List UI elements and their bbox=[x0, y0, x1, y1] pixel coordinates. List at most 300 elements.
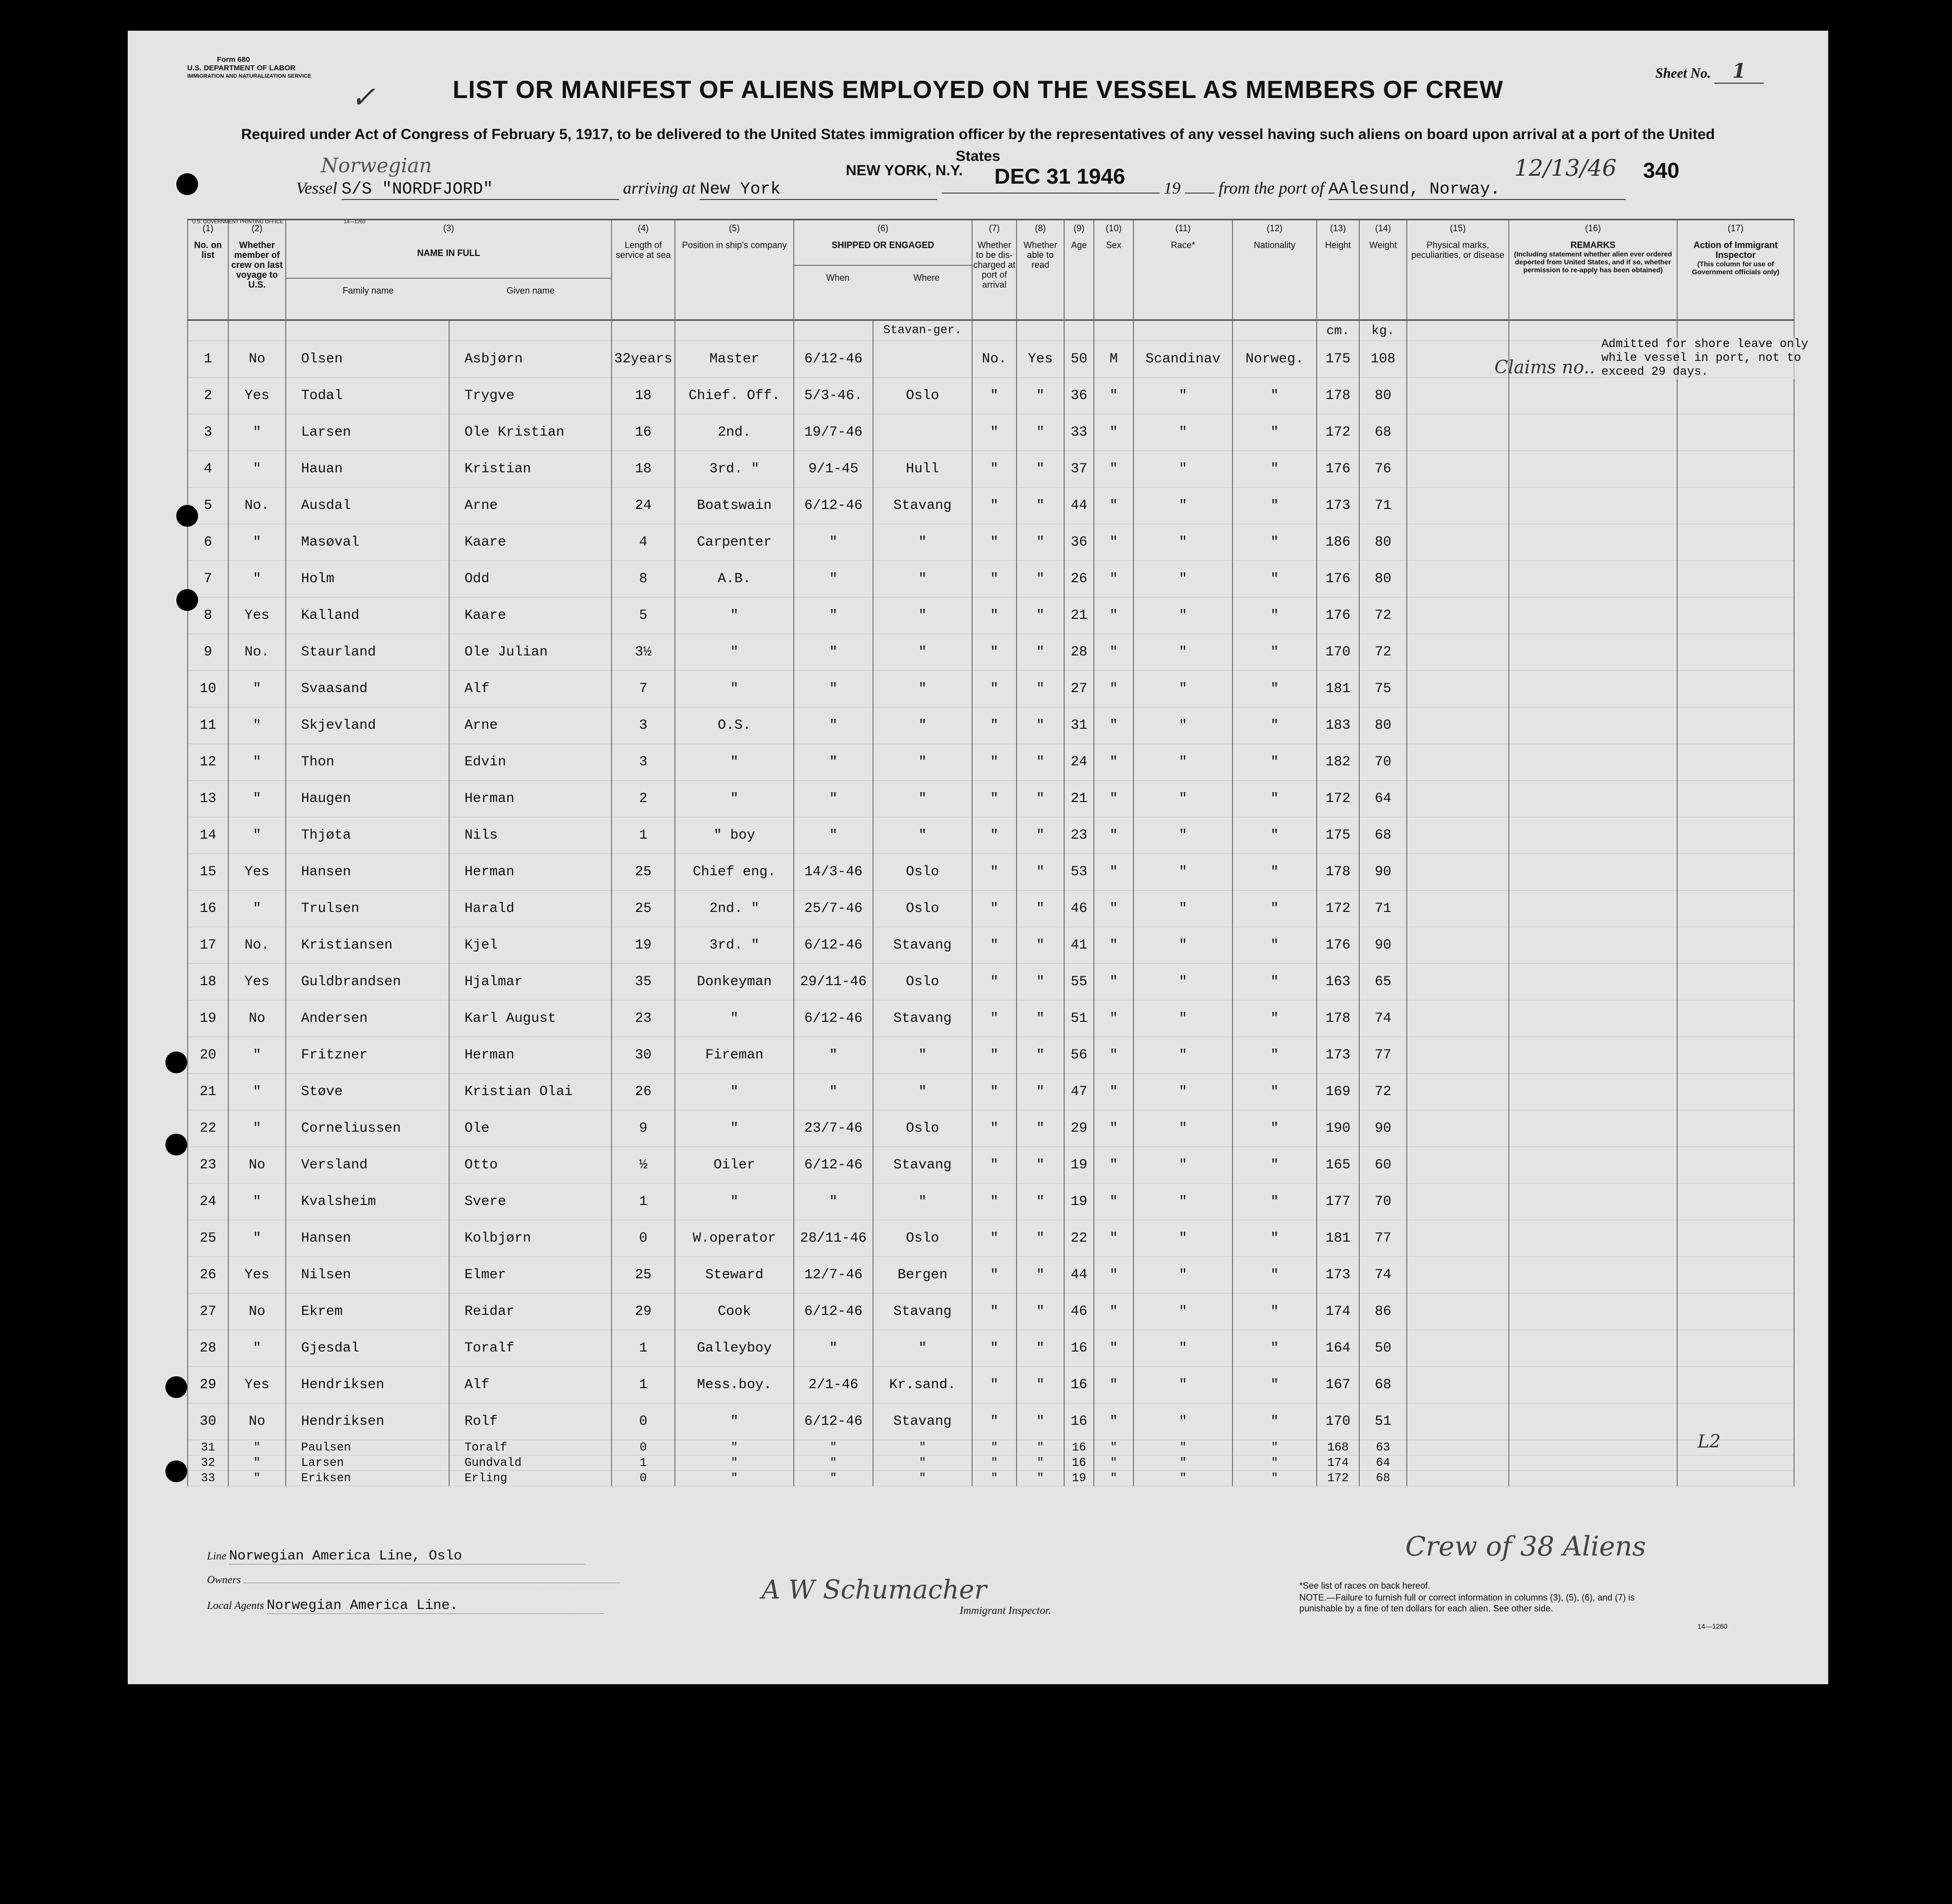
shipped-when-cell: " bbox=[794, 1455, 873, 1471]
service-length-cell: 9 bbox=[612, 1110, 675, 1147]
inspector-action-cell bbox=[1677, 1330, 1794, 1367]
age-cell: 46 bbox=[1064, 1294, 1094, 1330]
weight-cell: 71 bbox=[1359, 488, 1407, 524]
family-name-cell: Hansen bbox=[286, 854, 449, 891]
physical-marks-cell bbox=[1407, 1455, 1509, 1471]
nationality-cell: " bbox=[1233, 561, 1317, 598]
discharged-cell: " bbox=[972, 1403, 1017, 1440]
physical-marks-cell bbox=[1407, 488, 1509, 524]
age-cell: 36 bbox=[1064, 378, 1094, 414]
row-number-cell: 16 bbox=[188, 891, 228, 927]
last-voyage-cell: " bbox=[228, 1440, 286, 1455]
crew-table-body bbox=[188, 320, 1794, 1486]
col-header-service: (4) Length of service at sea bbox=[612, 220, 675, 320]
nationality-cell: " bbox=[1233, 707, 1317, 744]
row-number-cell: 32 bbox=[188, 1455, 228, 1471]
shipped-where-cell: " bbox=[873, 1330, 972, 1367]
family-name-cell: Larsen bbox=[286, 1455, 449, 1471]
weight-cell: 60 bbox=[1359, 1147, 1407, 1184]
physical-marks-cell bbox=[1407, 817, 1509, 854]
nationality-cell: " bbox=[1233, 1471, 1317, 1486]
row-number-cell: 17 bbox=[188, 927, 228, 964]
shipped-when-cell: 19/7-46 bbox=[794, 414, 873, 451]
able-to-read-cell: " bbox=[1017, 1440, 1064, 1455]
inspector-action-cell bbox=[1677, 488, 1794, 524]
family-name-cell: Andersen bbox=[286, 1001, 449, 1037]
table-row bbox=[188, 1367, 1794, 1403]
given-name-cell: Alf bbox=[449, 1367, 612, 1403]
shipped-when-cell: 6/12-46 bbox=[794, 1147, 873, 1184]
remarks-cell bbox=[1509, 891, 1677, 927]
remarks-cell bbox=[1509, 854, 1677, 891]
height-cell: 170 bbox=[1317, 1403, 1359, 1440]
weight-cell: 70 bbox=[1359, 1184, 1407, 1220]
table-header-row bbox=[188, 220, 1794, 320]
nationality-cell: " bbox=[1233, 1367, 1317, 1403]
year-label: 19 bbox=[1164, 179, 1181, 198]
discharged-cell: " bbox=[972, 561, 1017, 598]
race-cell: " bbox=[1133, 1330, 1233, 1367]
sex-cell: " bbox=[1094, 671, 1133, 707]
weight-cell: 72 bbox=[1359, 598, 1407, 634]
inspector-action-cell bbox=[1677, 1220, 1794, 1257]
shipped-when-cell: 9/1-45 bbox=[794, 451, 873, 488]
shipped-when-cell: 6/12-46 bbox=[794, 927, 873, 964]
position-cell: 3rd. " bbox=[675, 927, 794, 964]
nationality-cell: " bbox=[1233, 927, 1317, 964]
race-cell: " bbox=[1133, 1037, 1233, 1074]
physical-marks-cell bbox=[1407, 341, 1509, 378]
shipped-where-cell: Kr.sand. bbox=[873, 1367, 972, 1403]
row-number-cell: 18 bbox=[188, 964, 228, 1001]
remarks-cell bbox=[1509, 1257, 1677, 1294]
race-cell: " bbox=[1133, 634, 1233, 671]
race-cell: " bbox=[1133, 378, 1233, 414]
shipped-when-cell: " bbox=[794, 744, 873, 781]
physical-marks-cell bbox=[1407, 1471, 1509, 1486]
shipped-when-cell: " bbox=[794, 634, 873, 671]
able-to-read-cell: " bbox=[1017, 378, 1064, 414]
remarks-cell bbox=[1509, 964, 1677, 1001]
inspector-action-cell bbox=[1677, 1074, 1794, 1110]
remarks-cell bbox=[1509, 451, 1677, 488]
nationality-cell: " bbox=[1233, 1294, 1317, 1330]
row-number-cell: 27 bbox=[188, 1294, 228, 1330]
physical-marks-cell bbox=[1407, 1440, 1509, 1455]
family-name-cell: Fritzner bbox=[286, 1037, 449, 1074]
col-header-nationality: (12) Nationality bbox=[1233, 220, 1317, 320]
remarks-cell bbox=[1509, 1367, 1677, 1403]
shipped-where-cell: Stavang bbox=[873, 927, 972, 964]
remarks-cell bbox=[1509, 1330, 1677, 1367]
nationality-cell: " bbox=[1233, 524, 1317, 561]
crew-table bbox=[187, 219, 1795, 1486]
inspector-action-cell bbox=[1677, 927, 1794, 964]
given-name-cell: Odd bbox=[449, 561, 612, 598]
age-cell: 21 bbox=[1064, 781, 1094, 817]
weight-cell: 86 bbox=[1359, 1294, 1407, 1330]
discharged-cell: " bbox=[972, 1220, 1017, 1257]
given-name-cell: Kjel bbox=[449, 927, 612, 964]
able-to-read-cell: " bbox=[1017, 1330, 1064, 1367]
age-cell: 24 bbox=[1064, 744, 1094, 781]
row-number-cell: 11 bbox=[188, 707, 228, 744]
able-to-read-cell: " bbox=[1017, 854, 1064, 891]
able-to-read-cell: " bbox=[1017, 598, 1064, 634]
age-cell: 19 bbox=[1064, 1471, 1094, 1486]
inspector-signature: A W Schumacher bbox=[762, 1575, 987, 1605]
service-length-cell: 29 bbox=[612, 1294, 675, 1330]
race-cell: " bbox=[1133, 561, 1233, 598]
shipped-where-cell: Stavang bbox=[873, 1001, 972, 1037]
able-to-read-cell: " bbox=[1017, 817, 1064, 854]
nationality-cell: " bbox=[1233, 1074, 1317, 1110]
remarks-cell bbox=[1509, 634, 1677, 671]
table-row bbox=[188, 1037, 1794, 1074]
able-to-read-cell: " bbox=[1017, 1110, 1064, 1147]
position-cell: Fireman bbox=[675, 1037, 794, 1074]
service-length-cell: 18 bbox=[612, 378, 675, 414]
sex-cell: " bbox=[1094, 1367, 1133, 1403]
shipped-where-cell: " bbox=[873, 1455, 972, 1471]
able-to-read-cell: " bbox=[1017, 1001, 1064, 1037]
able-to-read-cell: " bbox=[1017, 927, 1064, 964]
able-to-read-cell: " bbox=[1017, 891, 1064, 927]
nationality-cell: " bbox=[1233, 744, 1317, 781]
date-stamp bbox=[767, 162, 963, 179]
last-voyage-cell: " bbox=[228, 1471, 286, 1486]
last-voyage-cell: No. bbox=[228, 488, 286, 524]
table-row bbox=[188, 744, 1794, 781]
last-voyage-cell: " bbox=[228, 817, 286, 854]
given-name-cell: Ole bbox=[449, 1110, 612, 1147]
height-cell: 175 bbox=[1317, 341, 1359, 378]
shipped-when-cell: " bbox=[794, 1330, 873, 1367]
row-number-cell: 29 bbox=[188, 1367, 228, 1403]
shipped-where-cell: " bbox=[873, 1074, 972, 1110]
arriving-label: arriving at bbox=[623, 179, 696, 198]
able-to-read-cell: " bbox=[1017, 634, 1064, 671]
sex-cell: " bbox=[1094, 817, 1133, 854]
shipped-where-cell bbox=[873, 341, 972, 378]
position-cell: W.operator bbox=[675, 1220, 794, 1257]
physical-marks-cell bbox=[1407, 378, 1509, 414]
weight-cell: 68 bbox=[1359, 414, 1407, 451]
footer-line bbox=[207, 1549, 586, 1564]
age-cell: 21 bbox=[1064, 598, 1094, 634]
races-note: *See list of races on back hereof. bbox=[1299, 1581, 1431, 1591]
family-name-cell: Hendriksen bbox=[286, 1367, 449, 1403]
race-cell: " bbox=[1133, 1471, 1233, 1486]
family-name-cell: Gjesdal bbox=[286, 1330, 449, 1367]
weight-cell: 77 bbox=[1359, 1037, 1407, 1074]
sheet-number-value: 1 bbox=[1714, 59, 1764, 84]
given-name-cell: Herman bbox=[449, 1037, 612, 1074]
service-length-cell: 0 bbox=[612, 1440, 675, 1455]
nationality-cell: " bbox=[1233, 451, 1317, 488]
able-to-read-cell: " bbox=[1017, 1220, 1064, 1257]
age-cell: 37 bbox=[1064, 451, 1094, 488]
shipped-when-cell: " bbox=[794, 1037, 873, 1074]
table-row bbox=[188, 1147, 1794, 1184]
last-voyage-cell: " bbox=[228, 891, 286, 927]
position-cell: 3rd. " bbox=[675, 451, 794, 488]
discharged-cell: " bbox=[972, 1147, 1017, 1184]
gpo-line bbox=[192, 217, 365, 228]
agents-label: Local Agents bbox=[207, 1599, 264, 1611]
position-cell: Chief. Off. bbox=[675, 378, 794, 414]
race-cell: " bbox=[1133, 1367, 1233, 1403]
race-cell: " bbox=[1133, 524, 1233, 561]
row-number-cell: 8 bbox=[188, 598, 228, 634]
last-voyage-cell: " bbox=[228, 414, 286, 451]
row-number-cell: 9 bbox=[188, 634, 228, 671]
able-to-read-cell: Yes bbox=[1017, 341, 1064, 378]
able-to-read-cell: " bbox=[1017, 1455, 1064, 1471]
physical-marks-cell bbox=[1407, 1294, 1509, 1330]
shipped-where-cell bbox=[873, 414, 972, 451]
shipped-when-cell: " bbox=[794, 1440, 873, 1455]
family-name-cell: Versland bbox=[286, 1147, 449, 1184]
document-title: LIST OR MANIFEST OF ALIENS EMPLOYED ON THE VESSEL AS MEMBERS OF CREW bbox=[453, 76, 1503, 103]
last-voyage-cell: Yes bbox=[228, 378, 286, 414]
line-value: Norwegian America Line, Oslo bbox=[229, 1549, 586, 1564]
last-voyage-cell: No bbox=[228, 1403, 286, 1440]
physical-marks-cell bbox=[1407, 1074, 1509, 1110]
able-to-read-cell: " bbox=[1017, 451, 1064, 488]
inspector-action-cell bbox=[1677, 1455, 1794, 1471]
table-row bbox=[188, 524, 1794, 561]
remarks-cell bbox=[1509, 1110, 1677, 1147]
row-number-cell: 31 bbox=[188, 1440, 228, 1455]
shipped-when-cell: " bbox=[794, 671, 873, 707]
race-cell: " bbox=[1133, 744, 1233, 781]
height-cell: 169 bbox=[1317, 1074, 1359, 1110]
position-cell: " bbox=[675, 1001, 794, 1037]
service-name: IMMIGRATION AND NATURALIZATION SERVICE bbox=[187, 73, 311, 79]
service-length-cell: 3½ bbox=[612, 634, 675, 671]
position-cell: " bbox=[675, 744, 794, 781]
footer-agents bbox=[207, 1598, 604, 1614]
height-cell: 173 bbox=[1317, 1257, 1359, 1294]
given-name-cell: Kaare bbox=[449, 524, 612, 561]
last-voyage-cell: " bbox=[228, 561, 286, 598]
remarks-cell bbox=[1509, 524, 1677, 561]
family-name-cell: Hendriksen bbox=[286, 1403, 449, 1440]
inspector-action-cell bbox=[1677, 451, 1794, 488]
family-name-cell: Larsen bbox=[286, 414, 449, 451]
nationality-cell: " bbox=[1233, 671, 1317, 707]
shipped-where-cell: Oslo bbox=[873, 378, 972, 414]
inspector-action-cell bbox=[1677, 634, 1794, 671]
shipped-when-cell: " bbox=[794, 598, 873, 634]
physical-marks-cell bbox=[1407, 561, 1509, 598]
weight-cell: 50 bbox=[1359, 1330, 1407, 1367]
race-cell: " bbox=[1133, 1403, 1233, 1440]
family-name-cell: Hauan bbox=[286, 451, 449, 488]
weight-cell: 68 bbox=[1359, 817, 1407, 854]
race-cell: " bbox=[1133, 1294, 1233, 1330]
from-port: AAlesund, Norway. bbox=[1329, 180, 1626, 200]
shipped-where-cell: " bbox=[873, 707, 972, 744]
family-name-cell: Trulsen bbox=[286, 891, 449, 927]
height-cell: 176 bbox=[1317, 451, 1359, 488]
height-cell: 181 bbox=[1317, 1220, 1359, 1257]
inspector-action-cell bbox=[1677, 781, 1794, 817]
position-cell: Master bbox=[675, 341, 794, 378]
given-name-cell: Toralf bbox=[449, 1330, 612, 1367]
check-mark: ✓ bbox=[351, 80, 376, 115]
height-cell: 178 bbox=[1317, 854, 1359, 891]
last-voyage-cell: No bbox=[228, 1147, 286, 1184]
family-name-cell: Kristiansen bbox=[286, 927, 449, 964]
from-port-label: from the port of bbox=[1219, 179, 1325, 198]
family-name-cell: Ausdal bbox=[286, 488, 449, 524]
nationality-cell: " bbox=[1233, 1184, 1317, 1220]
remarks-cell bbox=[1509, 561, 1677, 598]
table-row bbox=[188, 854, 1794, 891]
remarks-cell bbox=[1509, 1001, 1677, 1037]
height-cell: 183 bbox=[1317, 707, 1359, 744]
given-name-cell: Erling bbox=[449, 1471, 612, 1486]
shipped-when-cell: 6/12-46 bbox=[794, 1294, 873, 1330]
weight-cell: 51 bbox=[1359, 1403, 1407, 1440]
weight-cell: 68 bbox=[1359, 1367, 1407, 1403]
age-cell: 22 bbox=[1064, 1220, 1094, 1257]
family-name-cell: Thon bbox=[286, 744, 449, 781]
remarks-cell bbox=[1509, 1403, 1677, 1440]
table-row bbox=[188, 1403, 1794, 1440]
race-cell: " bbox=[1133, 707, 1233, 744]
last-voyage-cell: " bbox=[228, 671, 286, 707]
physical-marks-cell bbox=[1407, 707, 1509, 744]
family-name-label: Family name bbox=[342, 286, 394, 296]
physical-marks-cell bbox=[1407, 1001, 1509, 1037]
shipped-when-cell: 14/3-46 bbox=[794, 854, 873, 891]
table-row bbox=[188, 634, 1794, 671]
table-row bbox=[188, 1455, 1794, 1471]
given-name-cell: Gundvald bbox=[449, 1455, 612, 1471]
race-cell: " bbox=[1133, 1001, 1233, 1037]
last-voyage-cell: No bbox=[228, 1001, 286, 1037]
remarks-cell bbox=[1509, 817, 1677, 854]
family-name-cell: Thjøta bbox=[286, 817, 449, 854]
sex-cell: " bbox=[1094, 781, 1133, 817]
family-name-cell: Olsen bbox=[286, 341, 449, 378]
nationality-cell: " bbox=[1233, 1330, 1317, 1367]
service-length-cell: 5 bbox=[612, 598, 675, 634]
given-name-cell: Harald bbox=[449, 891, 612, 927]
position-cell: Galleyboy bbox=[675, 1330, 794, 1367]
height-unit: cm. bbox=[1317, 320, 1359, 341]
given-name-cell: Kaare bbox=[449, 598, 612, 634]
weight-cell: 72 bbox=[1359, 634, 1407, 671]
family-name-cell: Ekrem bbox=[286, 1294, 449, 1330]
shipped-where-cell: Oslo bbox=[873, 854, 972, 891]
family-name-cell: Corneliussen bbox=[286, 1110, 449, 1147]
inspector-action-cell bbox=[1677, 524, 1794, 561]
service-length-cell: 8 bbox=[612, 561, 675, 598]
footer-owners bbox=[207, 1573, 620, 1586]
print-code: 14—1260 bbox=[1697, 1622, 1728, 1630]
physical-marks-cell bbox=[1407, 1037, 1509, 1074]
shipped-where-cell: " bbox=[873, 598, 972, 634]
shipped-when-cell: 25/7-46 bbox=[794, 891, 873, 927]
height-cell: 174 bbox=[1317, 1294, 1359, 1330]
shipped-when-cell: 12/7-46 bbox=[794, 1257, 873, 1294]
given-name-cell: Svere bbox=[449, 1184, 612, 1220]
service-length-cell: 0 bbox=[612, 1220, 675, 1257]
arriving-port: New York bbox=[700, 180, 937, 200]
remarks-cell bbox=[1509, 488, 1677, 524]
remarks-cell bbox=[1509, 1220, 1677, 1257]
nationality-cell: " bbox=[1233, 964, 1317, 1001]
position-cell: A.B. bbox=[675, 561, 794, 598]
given-name-cell: Kristian Olai bbox=[449, 1074, 612, 1110]
position-cell: " bbox=[675, 1110, 794, 1147]
nationality-cell: " bbox=[1233, 1257, 1317, 1294]
punch-hole bbox=[165, 1052, 187, 1073]
table-row bbox=[188, 964, 1794, 1001]
family-name-cell: Svaasand bbox=[286, 671, 449, 707]
age-cell: 56 bbox=[1064, 1037, 1094, 1074]
weight-cell: 80 bbox=[1359, 524, 1407, 561]
position-cell: " bbox=[675, 1074, 794, 1110]
able-to-read-cell: " bbox=[1017, 524, 1064, 561]
shipped-where-cell: Stavang bbox=[873, 488, 972, 524]
form-number: Form 680 bbox=[217, 55, 250, 64]
discharged-cell: " bbox=[972, 1440, 1017, 1455]
position-cell: " bbox=[675, 671, 794, 707]
given-name-cell: Ole Kristian bbox=[449, 414, 612, 451]
col-header-age: (9) Age bbox=[1064, 220, 1094, 320]
shipped-where-cell: Oslo bbox=[873, 1110, 972, 1147]
position-cell: " bbox=[675, 1184, 794, 1220]
last-voyage-cell: Yes bbox=[228, 854, 286, 891]
last-voyage-cell: " bbox=[228, 1330, 286, 1367]
row-number-cell: 7 bbox=[188, 561, 228, 598]
height-cell: 176 bbox=[1317, 598, 1359, 634]
remarks-cell bbox=[1509, 707, 1677, 744]
given-name-cell: Asbjørn bbox=[449, 341, 612, 378]
owners-label: Owners bbox=[207, 1573, 241, 1586]
row-number-cell: 2 bbox=[188, 378, 228, 414]
sheet-number-label: Sheet No. bbox=[1655, 66, 1711, 81]
penalty-note: NOTE.—Failure to furnish full or correct information in columns (3), (5), (6), and (7) is punishable by a fine of ten dollars for each alien. See other side. bbox=[1299, 1593, 1635, 1613]
family-name-cell: Hansen bbox=[286, 1220, 449, 1257]
position-cell: Mess.boy. bbox=[675, 1367, 794, 1403]
discharged-cell: " bbox=[972, 1455, 1017, 1471]
sex-cell: " bbox=[1094, 1110, 1133, 1147]
race-cell: " bbox=[1133, 451, 1233, 488]
family-name-cell: Kalland bbox=[286, 598, 449, 634]
discharged-cell: " bbox=[972, 1294, 1017, 1330]
sex-cell: " bbox=[1094, 561, 1133, 598]
weight-cell: 70 bbox=[1359, 744, 1407, 781]
race-cell: " bbox=[1133, 927, 1233, 964]
given-name-cell: Ole Julian bbox=[449, 634, 612, 671]
shipped-when-cell: 6/12-46 bbox=[794, 1403, 873, 1440]
inspector-action-cell bbox=[1677, 1001, 1794, 1037]
nationality-cell: " bbox=[1233, 1147, 1317, 1184]
sex-cell: " bbox=[1094, 1184, 1133, 1220]
age-cell: 27 bbox=[1064, 671, 1094, 707]
discharged-cell: " bbox=[972, 1074, 1017, 1110]
position-cell: Carpenter bbox=[675, 524, 794, 561]
able-to-read-cell: " bbox=[1017, 781, 1064, 817]
race-cell: " bbox=[1133, 1455, 1233, 1471]
discharged-cell: " bbox=[972, 1367, 1017, 1403]
